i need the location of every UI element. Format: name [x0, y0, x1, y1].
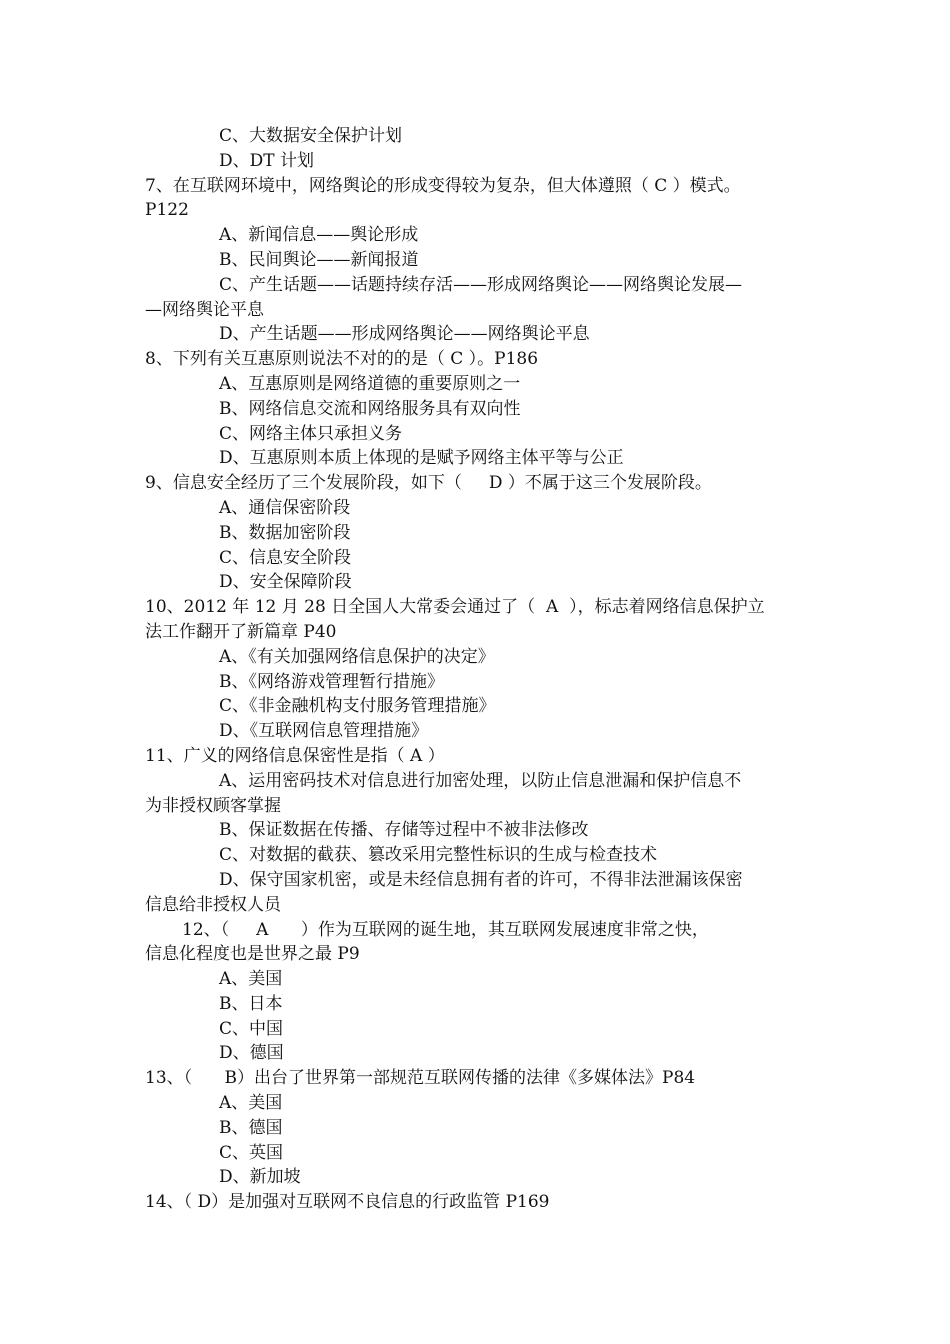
option-7c: C、产生话题——话题持续存活——形成网络舆论——网络舆论发展—: [219, 274, 743, 295]
option-11a: A、运用密码技术对信息进行加密处理，以防止信息泄漏和保护信息不: [219, 770, 742, 791]
option-11c: C、对数据的截获、篡改采用完整性标识的生成与检查技术: [219, 845, 658, 866]
option-11d: D、保守国家机密，或是未经信息拥有者的许可，不得非法泄漏该保密: [219, 869, 743, 890]
option-12b: B、日本: [219, 993, 283, 1014]
option-8b: B、网络信息交流和网络服务具有双向性: [219, 398, 521, 419]
option-13c: C、英国: [219, 1142, 284, 1163]
option-11a-continued: 为非授权顾客掌握: [145, 795, 281, 816]
option-7c-continued: —网络舆论平息: [145, 299, 264, 320]
option-9b: B、数据加密阶段: [219, 522, 351, 543]
question-14: 14、（ D）是加强对互联网不良信息的行政监管 P169: [145, 1192, 550, 1213]
question-12: 12、（ A ）作为互联网的诞生地，其互联网发展速度非常之快，: [182, 919, 709, 940]
option-9a: A、通信保密阶段: [219, 497, 351, 518]
option-10a: A、《有关加强网络信息保护的决定》: [219, 646, 495, 667]
question-9: 9、信息安全经历了三个发展阶段，如下（ D ）不属于这三个发展阶段。: [145, 473, 712, 494]
option-7a: A、新闻信息——舆论形成: [219, 225, 419, 246]
option-9d: D、安全保障阶段: [219, 572, 352, 593]
option-8a: A、互惠原则是网络道德的重要原则之一: [219, 373, 521, 394]
option-13b: B、德国: [219, 1117, 283, 1138]
option-8c: C、网络主体只承担义务: [219, 423, 403, 444]
option-9c: C、信息安全阶段: [219, 547, 352, 568]
option-12c: C、中国: [219, 1018, 284, 1039]
question-13: 13、（ B）出台了世界第一部规范互联网传播的法律《多媒体法》P84: [145, 1068, 696, 1089]
question-11: 11、广义的网络信息保密性是指（ A ）: [145, 745, 445, 766]
option-8d: D、互惠原则本质上体现的是赋予网络主体平等与公正: [219, 448, 624, 469]
question-10-continued: 法工作翻开了新篇章 P40: [145, 621, 337, 642]
question-7: 7、在互联网环境中，网络舆论的形成变得较为复杂，但大体遵照（ C ）模式。: [145, 175, 741, 196]
document-body: [145, 124, 825, 1215]
option-6c: C、大数据安全保护计划: [219, 126, 403, 146]
option-7d: D、产生话题——形成网络舆论——网络舆论平息: [219, 324, 590, 345]
option-10c: C、《非金融机构支付服务管理措施》: [219, 696, 496, 717]
option-12a: A、美国: [219, 969, 283, 990]
option-13d: D、新加坡: [219, 1167, 301, 1188]
option-7b: B、民间舆论——新闻报道: [219, 249, 419, 270]
option-6d: D、DT 计划: [219, 150, 315, 171]
option-11b: B、保证数据在传播、存储等过程中不被非法修改: [219, 820, 589, 841]
question-12-continued: 信息化程度也是世界之最 P9: [145, 944, 360, 965]
question-8: 8、下列有关互惠原则说法不对的的是（ C ）。P186: [145, 349, 539, 370]
option-10d: D、《互联网信息管理措施》: [219, 721, 429, 742]
question-7-page-ref: P122: [145, 200, 189, 221]
option-12d: D、德国: [219, 1043, 284, 1064]
option-10b: B、《网络游戏管理暂行措施》: [219, 671, 444, 692]
option-11d-continued: 信息给非授权人员: [145, 894, 281, 915]
question-10: 10、2012 年 12 月 28 日全国人大常委会通过了（ A ），标志着网络信息保护立: [145, 597, 765, 618]
option-13a: A、美国: [219, 1093, 283, 1114]
